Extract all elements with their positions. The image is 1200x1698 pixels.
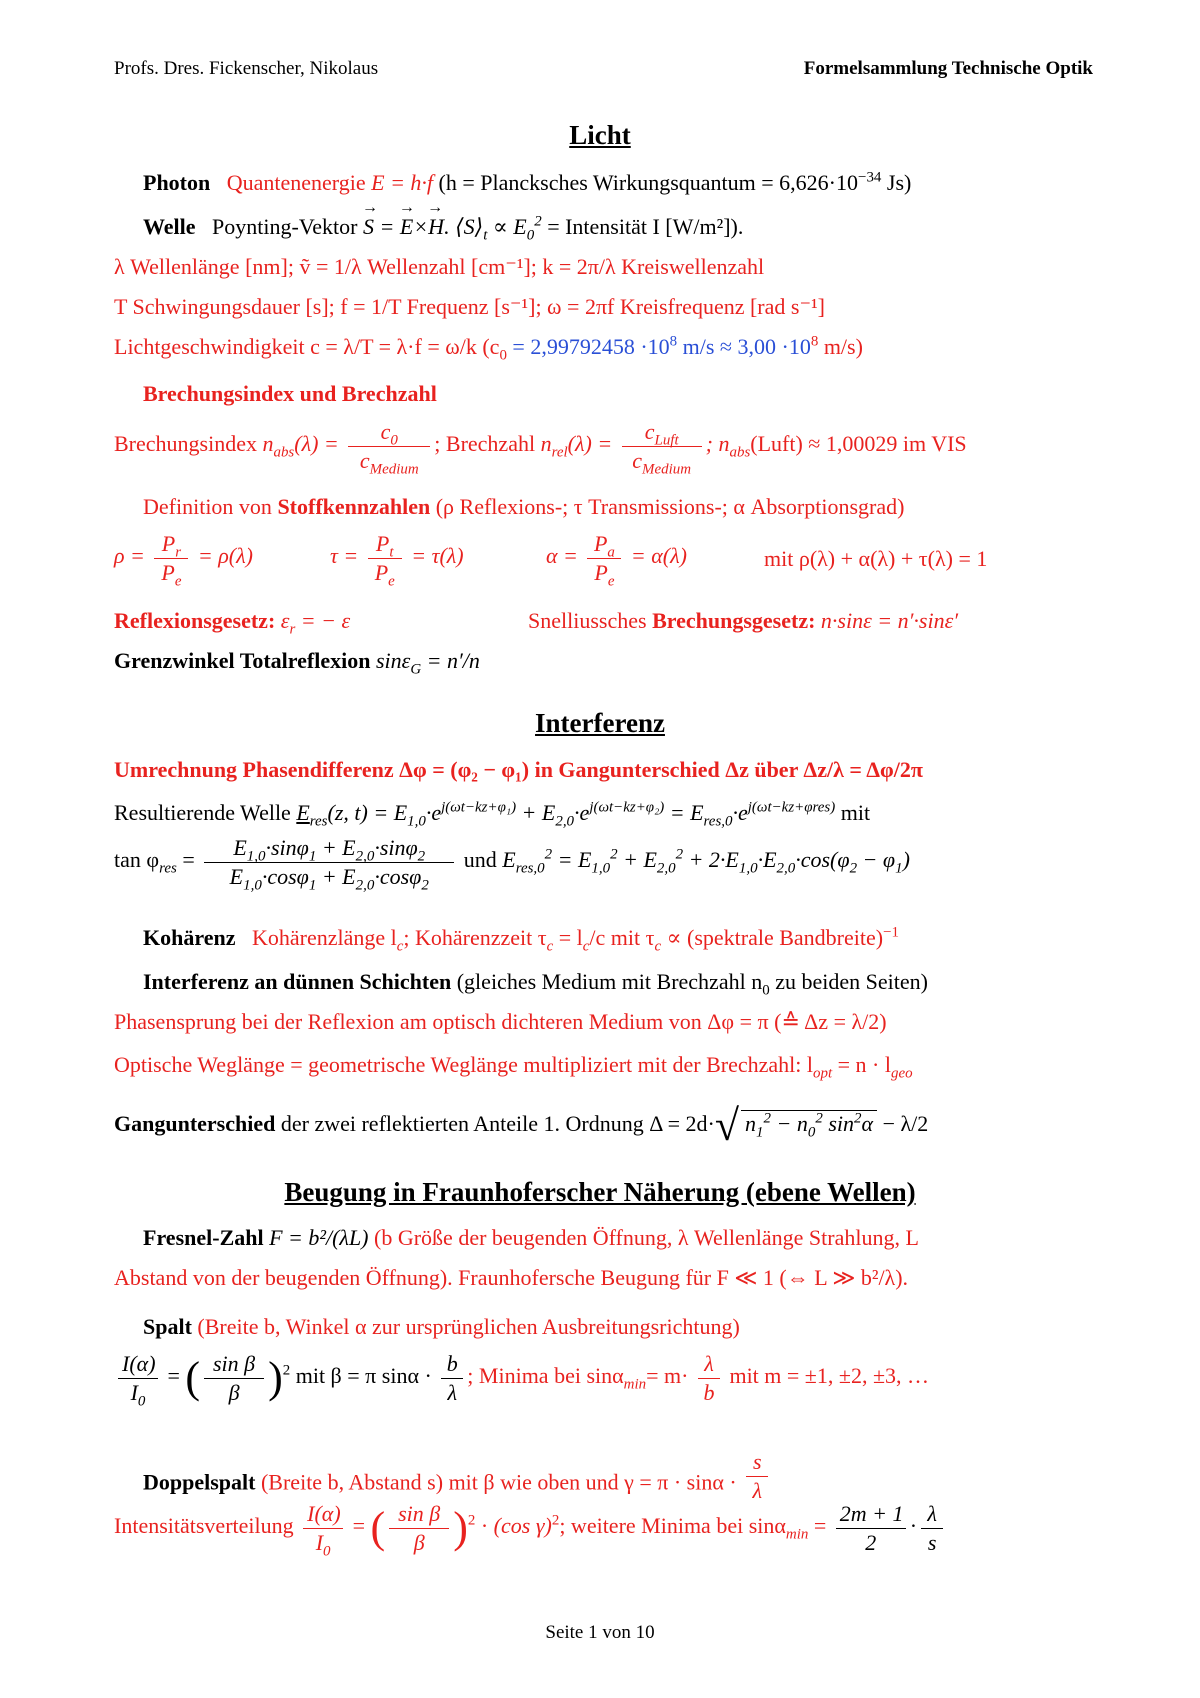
brechungsgesetz: Snelliussches Brechungsgesetz: n·sinε = n′·sinε′ [528,608,959,633]
wavelength-line: λ Wellenlänge [nm]; ṽ = 1/λ Wellenzahl [cm⁻¹]; k = 2π/λ Kreiswellenzahl [114,254,765,279]
period-line: T Schwingungsdauer [s]; f = 1/T Frequenz [s⁻¹]; ω = 2πf Kreisfrequenz [rad s⁻¹] [114,294,825,319]
intensitaetsverteilung-line: Intensitätsverteilung $\frac{I(\alpha)}{I_0}$ = ( $\frac{\text{sin β}}{\beta}$ )$^2$ · (cos γ)$^2$; weitere Minima bei sinα$_{min}$ = $\frac{2m + 1}{2}$ · $\frac{\lambda}{s}$ [114,1500,947,1556]
tan-phi-line: $\tan \varphi_{res}$ = $\frac{E_{1,0}\cdot\sin\varphi_1 + E_{2,0}\cdot\sin\varphi_2}{E_{1,0}\cdot\cos\varphi_1 + E_{2,0}\cdot\cos\varphi_2}$ und $E_{res,0}^2 = E_{1,0}^2 + E_{2,0}^2 + 2\cdot E_{1,0}\cdot E_{2,0}\cdot\cos(\varphi_2 - \varphi_1)$ [114,835,910,893]
spalt-formula: $\frac{I(\alpha)}{I_0}$ = ( $\frac{\text{sin β}}{\beta}$ )$^2$ mit β = π sinα · $\frac{b}{\lambda}$ ; Minima bei sinα$_{min}$= m· $\frac{\lambda}{b}$ mit m = ±1, ±2, ±3, … [114,1350,929,1406]
phasendifferenz-line: Umrechnung Phasendifferenz Δφ = (φ₂ − φ₁) in Gangunterschied Δz über Δz/λ = Δφ/2π [114,757,923,782]
fresnel-line: Fresnel-Zahl F = b²/(λL) (b Größe der beugenden Öffnung, λ Wellenlänge Strahlung, L [143,1225,919,1250]
section-title-interferenz: Interferenz [535,708,665,738]
photon-line: Photon Quantenenergie E = h·f (h = Plancksches Wirkungsquantum = $6,626\cdot 10^{-34}$ Js) [143,169,912,195]
welle-line: Welle Poynting-Vektor S → = E →×H →. $⟨S⟩_t \propto E_0^2$ = Intensität I [W/m²]). [143,214,743,240]
duenne-schichten-line: Interferenz an dünnen Schichten (gleiches Medium mit Brechzahl $n_0$ zu beiden Seiten) [143,969,928,999]
rho-formula: ρ = $\frac{P_r}{P_e}$ = ρ(λ) [114,531,253,589]
brechungsindex-line: Brechungsindex $n_{abs}(\lambda)$ = $\frac{c_0}{c_{Medium}}$ ; Brechzahl $n_{rel}(\lambda)$ = $\frac{c_{Luft}}{c_{Medium}}$ ; $n_{abs}(Luft) \approx 1,00029$ im VIS [114,419,967,477]
grenzwinkel-line: Grenzwinkel Totalreflexion sinε$_G$ = n′/n [114,648,480,678]
spalt-line: Spalt (Breite b, Winkel α zur ursprünglichen Ausbreitungsrichtung) [143,1314,740,1339]
phasensprung-line: Phasensprung bei der Reflexion am optisch dichteren Medium von Δφ = π (≙ Δz = λ/2) [114,1009,887,1034]
tau-formula: τ = $\frac{P_t}{P_e}$ = τ(λ) [330,531,464,589]
resultierende-welle-line: Resultierende Welle $E_{res}(z$, $t) = E_{1,0}\cdot e^{j(\omega t-kz+\varphi_1)} + E_{2,0}\cdot e^{j(\omega t-kz+\varphi_2)} = E_{res,0}\cdot e^{j(\omega t-kz+\varphi res)}$ mit [114,799,871,830]
header-title: Formelsammlung Technische Optik [803,58,1093,79]
optische-weglaenge-line: Optische Weglänge = geometrische Weglänge multipliziert mit der Brechzahl: $l_{opt} = n \cdot l_{geo}$ [114,1052,913,1082]
section-title-licht: Licht [569,120,631,150]
speed-of-light-line: Lichtgeschwindigkeit c = λ/T = λ·f = ω/k ($c_0 = 2,99792458 \cdot 10^8$ $m/s \approx 3,00 \cdot 10^8$ m/s) [114,333,863,364]
section-title-beugung: Beugung in Fraunhoferscher Näherung (ebene Wellen) [284,1177,916,1207]
reflexionsgesetz: Reflexionsgesetz: $\varepsilon_r$ = − ε [114,608,351,638]
kohaerenz-line: Kohärenz Kohärenzlänge $l_c$; Kohärenzzeit $\tau_c = l_c/c$ mit $\tau_c$ ∝ (spektrale Bandbreite)$^{-1}$ [143,924,900,955]
doppelspalt-line: Doppelspalt (Breite b, Abstand s) mit β wie oben und γ = π · sinα · $\frac{s}{\lambda}$ [143,1448,772,1504]
fresnel-line-2: Abstand von der beugenden Öffnung). Fraunhofersche Beugung für F ≪ 1 (⇔ L ≫ b²/λ). [114,1265,909,1290]
stoffkennzahlen-line: Definition von Stoffkennzahlen (ρ Reflexions-; τ Transmissions-; α Absorptionsgrad) [143,494,905,519]
page-footer: Seite 1 von 10 [545,1622,655,1643]
gangunterschied-line: Gangunterschied der zwei reflektierten Anteile 1. Ordnung Δ = 2d·√ $n_1^2 - n_0^2$ $\sin^2\alpha - \lambda/2$ [114,1101,929,1150]
sum-formula: mit ρ(λ) + α(λ) + τ(λ) = 1 [764,546,988,571]
header-authors: Profs. Dres. Fickenscher, Nikolaus [114,58,379,79]
brechung-heading: Brechungsindex und Brechzahl [143,381,437,406]
alpha-formula: α = $\frac{P_a}{P_e}$ = α(λ) [546,531,687,589]
